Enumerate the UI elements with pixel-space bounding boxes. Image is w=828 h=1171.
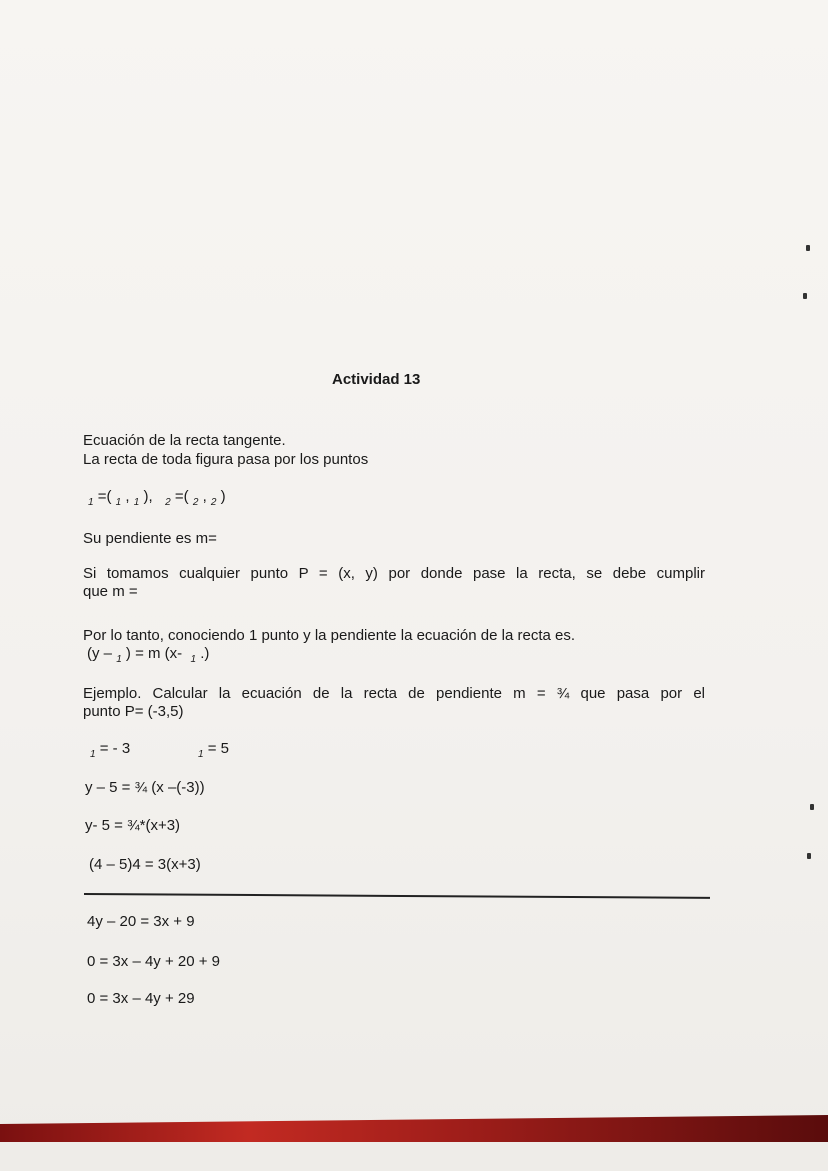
sub-index: 1 bbox=[133, 497, 140, 508]
points-part: =( bbox=[174, 488, 189, 505]
formula-part: (y – bbox=[87, 645, 113, 662]
therefore-line: Por lo tanto, conociendo 1 punto y la pendiente la ecuación de la recta es. bbox=[83, 627, 576, 644]
point-slope-formula bbox=[87, 645, 209, 665]
edge-speck bbox=[806, 245, 810, 251]
sub-index: 2 bbox=[210, 497, 217, 508]
y1-text: = 5 bbox=[207, 740, 230, 757]
step-1: y – 5 = ¾ (x –(-3)) bbox=[85, 779, 205, 796]
sub-index: 1 bbox=[88, 497, 94, 508]
example-line-1: Ejemplo. Calcular la ecuación de la recta de pendiente m = ¾ que pasa por el bbox=[83, 685, 705, 702]
step-4: 4y – 20 = 3x + 9 bbox=[87, 913, 195, 930]
take-point-line-2: que m = bbox=[83, 583, 138, 600]
table-edge-strip bbox=[0, 1112, 828, 1142]
sub-index: 1 bbox=[116, 654, 122, 665]
step-6: 0 = 3x – 4y + 29 bbox=[87, 990, 195, 1007]
heading-line-2: La recta de toda figura pasa por los puntos bbox=[83, 451, 369, 468]
edge-speck bbox=[810, 804, 814, 810]
edge-speck bbox=[803, 293, 807, 299]
formula-part: .) bbox=[200, 645, 210, 662]
step-3: (4 – 5)4 = 3(x+3) bbox=[89, 856, 201, 873]
points-part: ) bbox=[220, 488, 226, 505]
sub-index: 2 bbox=[165, 497, 171, 508]
sub-index: 1 bbox=[198, 749, 204, 760]
points-part: , bbox=[125, 488, 130, 505]
page-title: Actividad 13 bbox=[332, 371, 421, 388]
points-part: , bbox=[202, 488, 207, 505]
formula-part: ) = m (x- bbox=[125, 645, 183, 662]
example-line-2: punto P= (-3,5) bbox=[83, 703, 184, 720]
heading-line-1: Ecuación de la recta tangente. bbox=[83, 432, 286, 449]
points-part: =( bbox=[97, 488, 112, 505]
x1-text: = - 3 bbox=[99, 740, 131, 757]
divider-rule bbox=[84, 893, 710, 899]
take-point-line-1: Si tomamos cualquier punto P = (x, y) por donde pase la recta, se debe cumplir bbox=[83, 565, 705, 582]
step-5: 0 = 3x – 4y + 20 + 9 bbox=[87, 953, 221, 970]
edge-speck bbox=[807, 853, 811, 859]
sub-index: 1 bbox=[190, 654, 197, 665]
step-2: y- 5 = ¾*(x+3) bbox=[85, 817, 181, 834]
sub-index: 1 bbox=[115, 497, 122, 508]
points-part: ), bbox=[143, 488, 153, 505]
points-definition bbox=[88, 488, 226, 508]
y1-value bbox=[198, 740, 229, 760]
sub-index: 1 bbox=[90, 749, 96, 760]
sub-index: 2 bbox=[192, 497, 199, 508]
slope-line: Su pendiente es m= bbox=[83, 530, 217, 547]
x1-value bbox=[90, 740, 130, 760]
